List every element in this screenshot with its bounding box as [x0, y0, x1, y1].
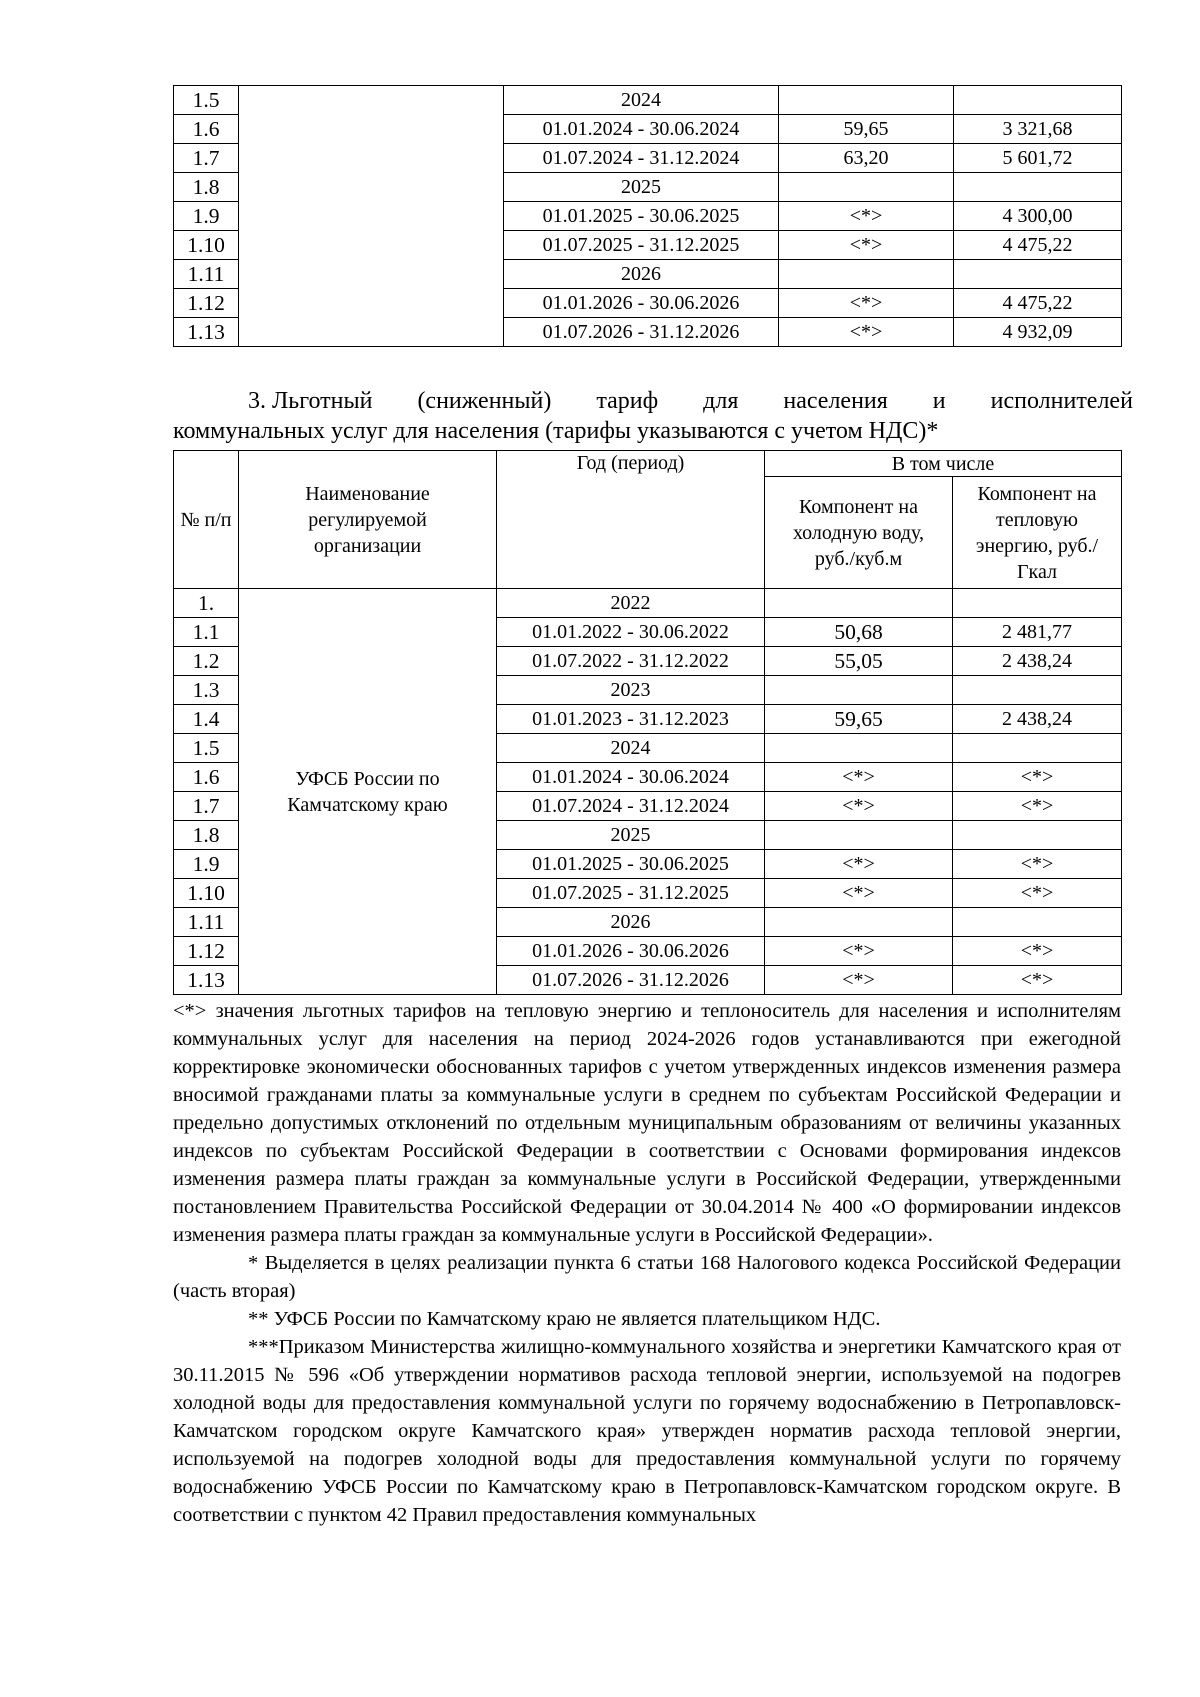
heat-value: 4 932,09 — [954, 318, 1122, 347]
header-num: № п/п — [174, 451, 239, 589]
row-number: 1.12 — [174, 937, 239, 966]
row-number: 1.8 — [174, 821, 239, 850]
water-value: <*> — [765, 879, 953, 908]
row-number: 1.5 — [174, 86, 239, 115]
heat-value: 4 475,22 — [954, 289, 1122, 318]
row-number: 1.6 — [174, 115, 239, 144]
heat-value: <*> — [953, 966, 1122, 995]
water-value — [779, 86, 954, 115]
water-value: <*> — [765, 792, 953, 821]
heat-value: 2 481,77 — [953, 618, 1122, 647]
water-value — [765, 734, 953, 763]
water-value — [765, 676, 953, 705]
water-value: <*> — [779, 289, 954, 318]
row-number: 1.1 — [174, 618, 239, 647]
note-star-3: ***Приказом Министерства жилищно-коммунального хозяйства и энергетики Камчатского края от 30.11.2015 № 596 «Об утверждении нормативов расхода тепловой энергии, используемой на подогрев холодной воды для предоставления коммунальной услуги по горячему водоснабжению в Петропавловск-Камчатском городском округе Камчатского края» утвержден норматив расхода тепловой энергии, используемой на подогрев холодной воды для предоставления коммунальной услуги по горячему водоснабжению УФСБ России по Камчатскому краю в Петропавловск-Камчатском городском округе. В соответствии с пунктом 42 Правил предоставления коммунальных — [173, 1336, 1121, 1526]
period-cell: 01.07.2025 - 31.12.2025 — [497, 879, 765, 908]
row-number: 1.13 — [174, 966, 239, 995]
heading-word: (сниженный) — [417, 388, 552, 414]
heading-word: 3. Льготный — [248, 388, 373, 414]
row-number: 1.11 — [174, 908, 239, 937]
heat-value — [954, 260, 1122, 289]
row-number: 1.9 — [174, 850, 239, 879]
water-value: <*> — [779, 202, 954, 231]
row-number: 1. — [174, 589, 239, 618]
organization-cell — [239, 86, 504, 347]
heat-value: <*> — [953, 879, 1122, 908]
water-value: 50,68 — [765, 618, 953, 647]
row-number: 1.9 — [174, 202, 239, 231]
water-value: 55,05 — [765, 647, 953, 676]
heading-word: населения — [783, 388, 888, 414]
period-cell: 2024 — [497, 734, 765, 763]
heat-value: 5 601,72 — [954, 144, 1122, 173]
heat-value — [953, 589, 1122, 618]
period-cell: 2024 — [504, 86, 779, 115]
heading-word: и — [932, 388, 946, 414]
table-header-row — [174, 451, 1122, 477]
heat-value — [953, 821, 1122, 850]
note-star-1: * Выделяется в целях реализации пункта 6 статьи 168 Налогового кодекса Российской Федерации (часть вторая) — [173, 1252, 1121, 1302]
row-number: 1.5 — [174, 734, 239, 763]
period-cell: 2023 — [497, 676, 765, 705]
period-cell: 01.01.2025 - 30.06.2025 — [504, 202, 779, 231]
water-value — [779, 173, 954, 202]
row-number: 1.10 — [174, 879, 239, 908]
water-value — [779, 260, 954, 289]
row-number: 1.13 — [174, 318, 239, 347]
water-value — [765, 589, 953, 618]
tariff-table-continued-body — [174, 86, 1122, 347]
period-cell: 01.07.2024 - 31.12.2024 — [504, 144, 779, 173]
period-cell: 01.07.2024 - 31.12.2024 — [497, 792, 765, 821]
period-cell: 01.01.2024 - 30.06.2024 — [497, 763, 765, 792]
period-cell: 01.01.2025 - 30.06.2025 — [497, 850, 765, 879]
period-cell: 01.01.2026 - 30.06.2026 — [497, 937, 765, 966]
water-value — [765, 821, 953, 850]
water-value: <*> — [765, 966, 953, 995]
row-number: 1.12 — [174, 289, 239, 318]
row-number: 1.2 — [174, 647, 239, 676]
water-value: <*> — [765, 850, 953, 879]
row-number: 1.11 — [174, 260, 239, 289]
period-cell: 2026 — [497, 908, 765, 937]
header-period: Год (период) — [497, 451, 765, 589]
period-cell: 01.01.2023 - 31.12.2023 — [497, 705, 765, 734]
period-cell: 2025 — [504, 173, 779, 202]
heat-value — [953, 734, 1122, 763]
heat-value: <*> — [953, 850, 1122, 879]
period-cell: 2022 — [497, 589, 765, 618]
row-number: 1.4 — [174, 705, 239, 734]
heat-value: 3 321,68 — [954, 115, 1122, 144]
preferential-tariff-table — [173, 450, 1122, 995]
header-heat-component: Компонент на тепловую энергию, руб./Гкал — [953, 477, 1122, 589]
row-number: 1.7 — [174, 144, 239, 173]
note-star-2: ** УФСБ России по Камчатскому краю не является плательщиком НДС. — [248, 1308, 881, 1330]
row-number: 1.10 — [174, 231, 239, 260]
heat-value: 2 438,24 — [953, 647, 1122, 676]
table-row — [174, 589, 1122, 618]
period-cell: 2026 — [504, 260, 779, 289]
heat-value: 2 438,24 — [953, 705, 1122, 734]
heat-value — [953, 908, 1122, 937]
water-value: <*> — [765, 937, 953, 966]
tariff-table-continued — [173, 85, 1122, 347]
water-value: <*> — [779, 318, 954, 347]
heat-value: 4 475,22 — [954, 231, 1122, 260]
period-cell: 01.01.2022 - 30.06.2022 — [497, 618, 765, 647]
organization-name: УФСБ России по Камчатскому краю — [239, 589, 497, 995]
period-cell: 01.07.2026 - 31.12.2026 — [497, 966, 765, 995]
water-value: <*> — [765, 763, 953, 792]
heading-word: исполнителей — [990, 388, 1133, 414]
section-3-heading-line1 — [173, 386, 1133, 416]
row-number: 1.6 — [174, 763, 239, 792]
heat-value: 4 300,00 — [954, 202, 1122, 231]
row-number: 1.7 — [174, 792, 239, 821]
heat-value: <*> — [953, 937, 1122, 966]
header-including: В том числе — [765, 451, 1122, 477]
heading-word: для — [703, 388, 739, 414]
period-cell: 01.01.2024 - 30.06.2024 — [504, 115, 779, 144]
row-number: 1.3 — [174, 676, 239, 705]
heat-value — [954, 86, 1122, 115]
water-value: 59,65 — [765, 705, 953, 734]
section-3-heading — [173, 386, 1133, 446]
row-number: 1.8 — [174, 173, 239, 202]
preferential-tariff-table-body — [174, 451, 1122, 995]
table-row — [174, 86, 1122, 115]
water-value: 63,20 — [779, 144, 954, 173]
heat-value — [953, 676, 1122, 705]
note-tariff: <*> значения льготных тарифов на тепловую энергию и теплоноситель для населения и исполнителям коммунальных услуг для населения на период 2024-2026 годов устанавливаются при ежегодной корректировке экономически обоснованных тарифов с учетом утвержденных индексов изменения размера вносимой гражданами платы за коммунальные услуги в среднем по субъектам Российской Федерации и предельно допустимых отклонений по отдельным муниципальным образованиям от величины указанных индексов по субъектам Российской Федерации в соответствии с Основами формирования индексов изменения размера платы граждан за коммунальные услуги в Российской Федерации, утвержденными постановлением Правительства Российской Федерации от 30.04.2014 № 400 «О формировании индексов изменения размера платы граждан за коммунальные услуги в Российской Федерации». — [173, 1000, 1121, 1246]
period-cell: 01.07.2022 - 31.12.2022 — [497, 647, 765, 676]
period-cell: 01.07.2026 - 31.12.2026 — [504, 318, 779, 347]
header-organization: Наименование регулируемой организации — [239, 451, 497, 589]
water-value: 59,65 — [779, 115, 954, 144]
heat-value — [954, 173, 1122, 202]
heat-value: <*> — [953, 792, 1122, 821]
period-cell: 2025 — [497, 821, 765, 850]
header-water-component: Компонент на холодную воду, руб./куб.м — [765, 477, 953, 589]
water-value — [765, 908, 953, 937]
heat-value: <*> — [953, 763, 1122, 792]
footnotes — [173, 997, 1121, 1529]
section-3-heading-line2: коммунальных услуг для населения (тарифы указываются с учетом НДС)* — [173, 418, 939, 444]
water-value: <*> — [779, 231, 954, 260]
period-cell: 01.07.2025 - 31.12.2025 — [504, 231, 779, 260]
heading-word: тариф — [596, 388, 659, 414]
period-cell: 01.01.2026 - 30.06.2026 — [504, 289, 779, 318]
